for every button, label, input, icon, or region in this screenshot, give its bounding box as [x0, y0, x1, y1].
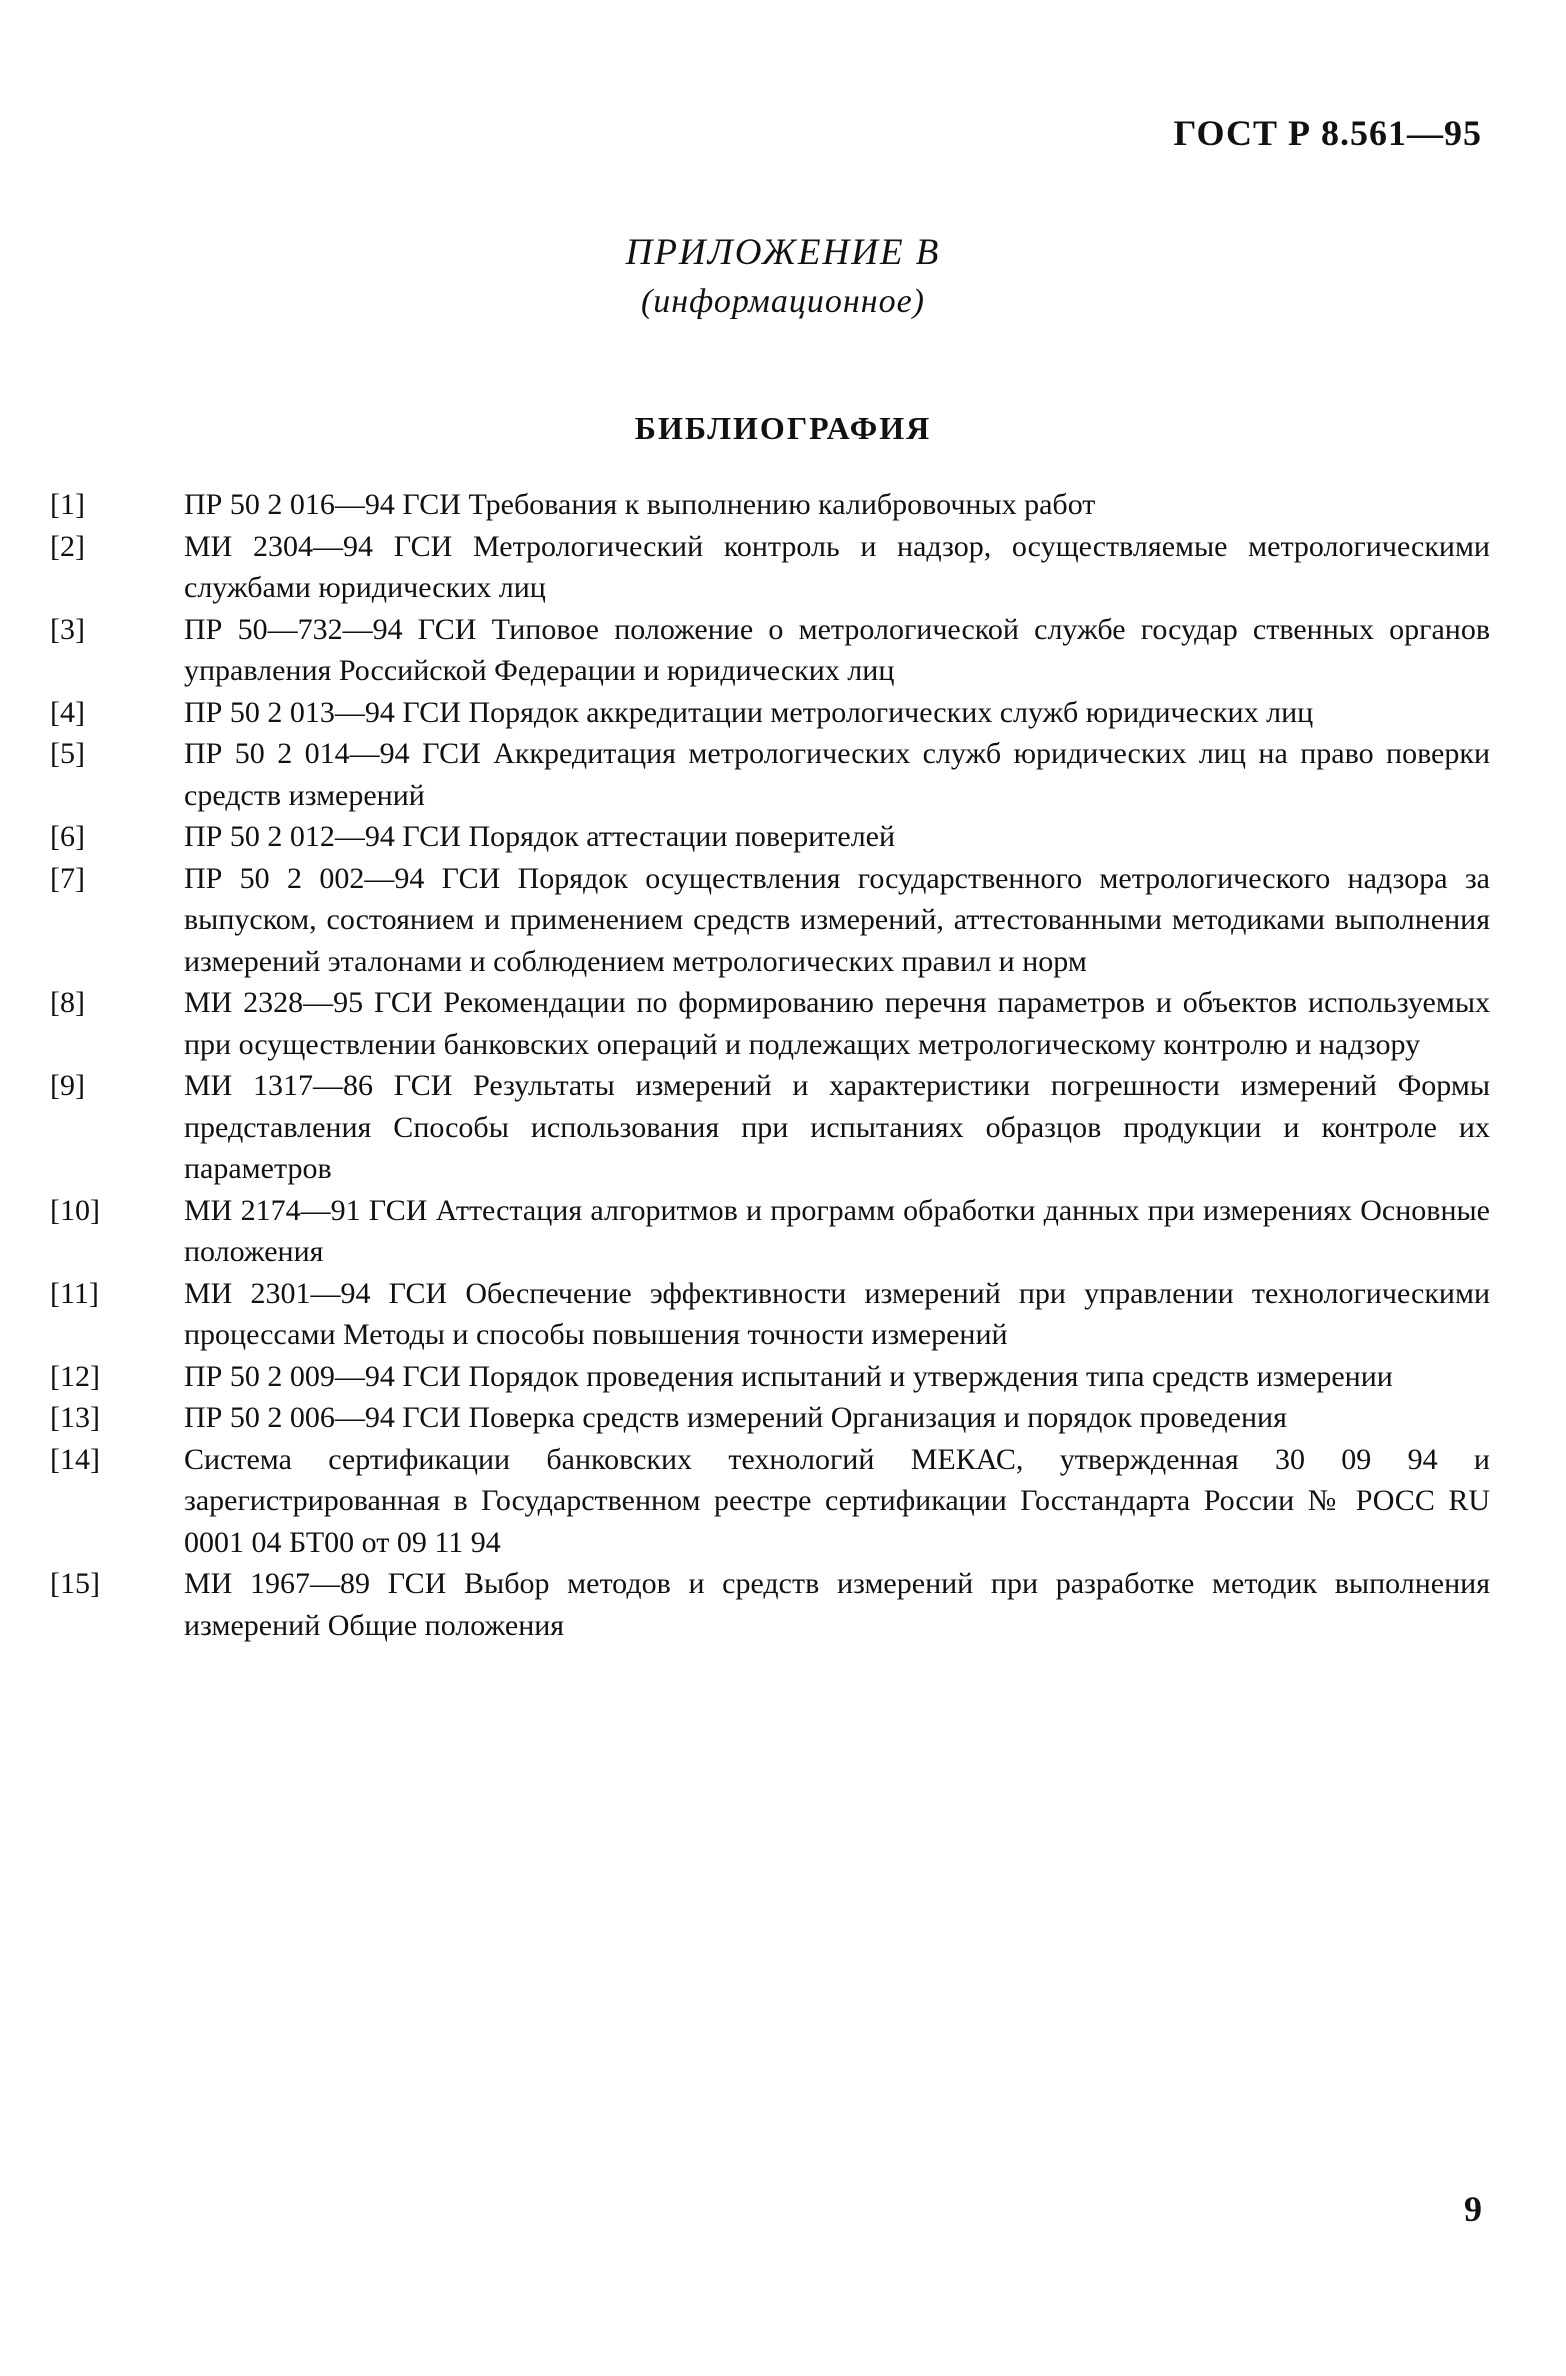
bibliography-item-number: [12]	[50, 1359, 100, 1393]
bibliography-item-5	[50, 733, 1490, 816]
bibliography-item-text: ПР 50 2 009—94 ГСИ Порядок проведения испытаний и утверждения типа средств измерении	[184, 1359, 1393, 1393]
bibliography-item-number: [9]	[50, 1069, 85, 1102]
bibliography-item-7	[50, 858, 1490, 983]
bibliography-item-text: ПР 50 2 006—94 ГСИ Поверка средств измерений Организация и порядок проведения	[184, 1401, 1287, 1434]
bibliography-item-2	[50, 526, 1490, 609]
bibliography-item-text: МИ 1967—89 ГСИ Выбор методов и средств измерений при разработке методик выполнения измерений Общие положения	[184, 1567, 1490, 1642]
bibliography-item-text: МИ 2304—94 ГСИ Метрологический контроль и надзор, осуществляемые метрологическими службами юридических лиц	[184, 529, 1490, 604]
bibliography-item-text: МИ 2174—91 ГСИ Аттестация алгоритмов и программ обработки данных при измерениях Основные положения	[184, 1193, 1490, 1268]
bibliography-item-12	[50, 1356, 1490, 1398]
bibliography-item-number: [15]	[50, 1567, 100, 1600]
bibliography-title: БИБЛИОГРАФИЯ	[634, 410, 932, 446]
bibliography-item-number: [5]	[50, 737, 85, 770]
bibliography-item-text: МИ 2301—94 ГСИ Обеспечение эффективности измерений при управлении технологическими процессами Методы и способы повышения точности измерений	[184, 1276, 1490, 1351]
bibliography-item-text: МИ 2328—95 ГСИ Рекомендации по формированию перечня параметров и объектов используемых при осуществлении банковских операций и подлежащих метрологическому контролю и надзору	[184, 986, 1490, 1061]
bibliography-item-1	[50, 484, 1490, 526]
bibliography-item-text: ПР 50 2 014—94 ГСИ Аккредитация метрологических служб юридических лиц на право поверки средств измерений	[184, 737, 1490, 812]
bibliography-item-text: Система сертификации банковских технологий МЕКАС, утвержденная 30 09 94 и зарегистрированная в Государственном реестре сертификации Госстандарта России № РОСС RU 0001 04 БТ00 от 09 11 94	[184, 1442, 1490, 1559]
bibliography-item-number: [2]	[50, 529, 85, 563]
bibliography-item-number: [4]	[50, 695, 85, 729]
bibliography-item-8	[50, 982, 1490, 1065]
bibliography-item-text: ПР 50—732—94 ГСИ Типовое положение о метрологической службе государ ственных органов управления Российской Федерации и юридических лиц	[184, 612, 1490, 687]
bibliography-item-number: [6]	[50, 820, 85, 853]
bibliography-item-number: [10]	[50, 1193, 100, 1227]
bibliography-item-15	[50, 1563, 1490, 1646]
bibliography-item-text: ПР 50 2 002—94 ГСИ Порядок осуществления государственного метрологического надзора за выпуском, состоянием и применением средств измерений, аттестованными методиками выполнения измерений эталонами и соблюдением метрологических правил и норм	[184, 861, 1490, 978]
bibliography-item-13	[50, 1397, 1490, 1439]
page-number: 9	[1464, 2189, 1482, 2229]
bibliography-item-3	[50, 609, 1490, 692]
appendix-title: ПРИЛОЖЕНИЕ В	[625, 232, 941, 273]
bibliography-item-number: [14]	[50, 1442, 100, 1476]
bibliography-list	[50, 484, 1490, 1646]
appendix-heading	[0, 228, 1566, 326]
bibliography-item-text: ПР 50 2 012—94 ГСИ Порядок аттестации поверителей	[184, 820, 896, 853]
bibliography-item-14	[50, 1439, 1490, 1564]
bibliography-item-number: [7]	[50, 861, 85, 895]
appendix-subtitle: (информационное)	[640, 283, 926, 320]
bibliography-item-number: [13]	[50, 1401, 100, 1434]
bibliography-item-number: [8]	[50, 986, 85, 1019]
bibliography-item-10	[50, 1190, 1490, 1273]
bibliography-item-text: МИ 1317—86 ГСИ Результаты измерений и характеристики погрешности измерений Формы представления Способы использования при испытаниях образцов продукции и контроле их параметров	[184, 1069, 1490, 1185]
bibliography-item-number: [1]	[50, 488, 85, 521]
bibliography-item-text: ПР 50 2 013—94 ГСИ Порядок аккредитации метрологических служб юридических лиц	[184, 695, 1314, 729]
bibliography-item-11	[50, 1273, 1490, 1356]
bibliography-item-number: [11]	[50, 1276, 99, 1310]
bibliography-item-text: ПР 50 2 016—94 ГСИ Требования к выполнению калибровочных работ	[184, 488, 1096, 521]
bibliography-item-number: [3]	[50, 612, 85, 646]
bibliography-item-9	[50, 1065, 1490, 1190]
bibliography-item-4	[50, 692, 1490, 734]
bibliography-item-6	[50, 816, 1490, 858]
document-code: ГОСТ Р 8.561—95	[1173, 113, 1482, 153]
